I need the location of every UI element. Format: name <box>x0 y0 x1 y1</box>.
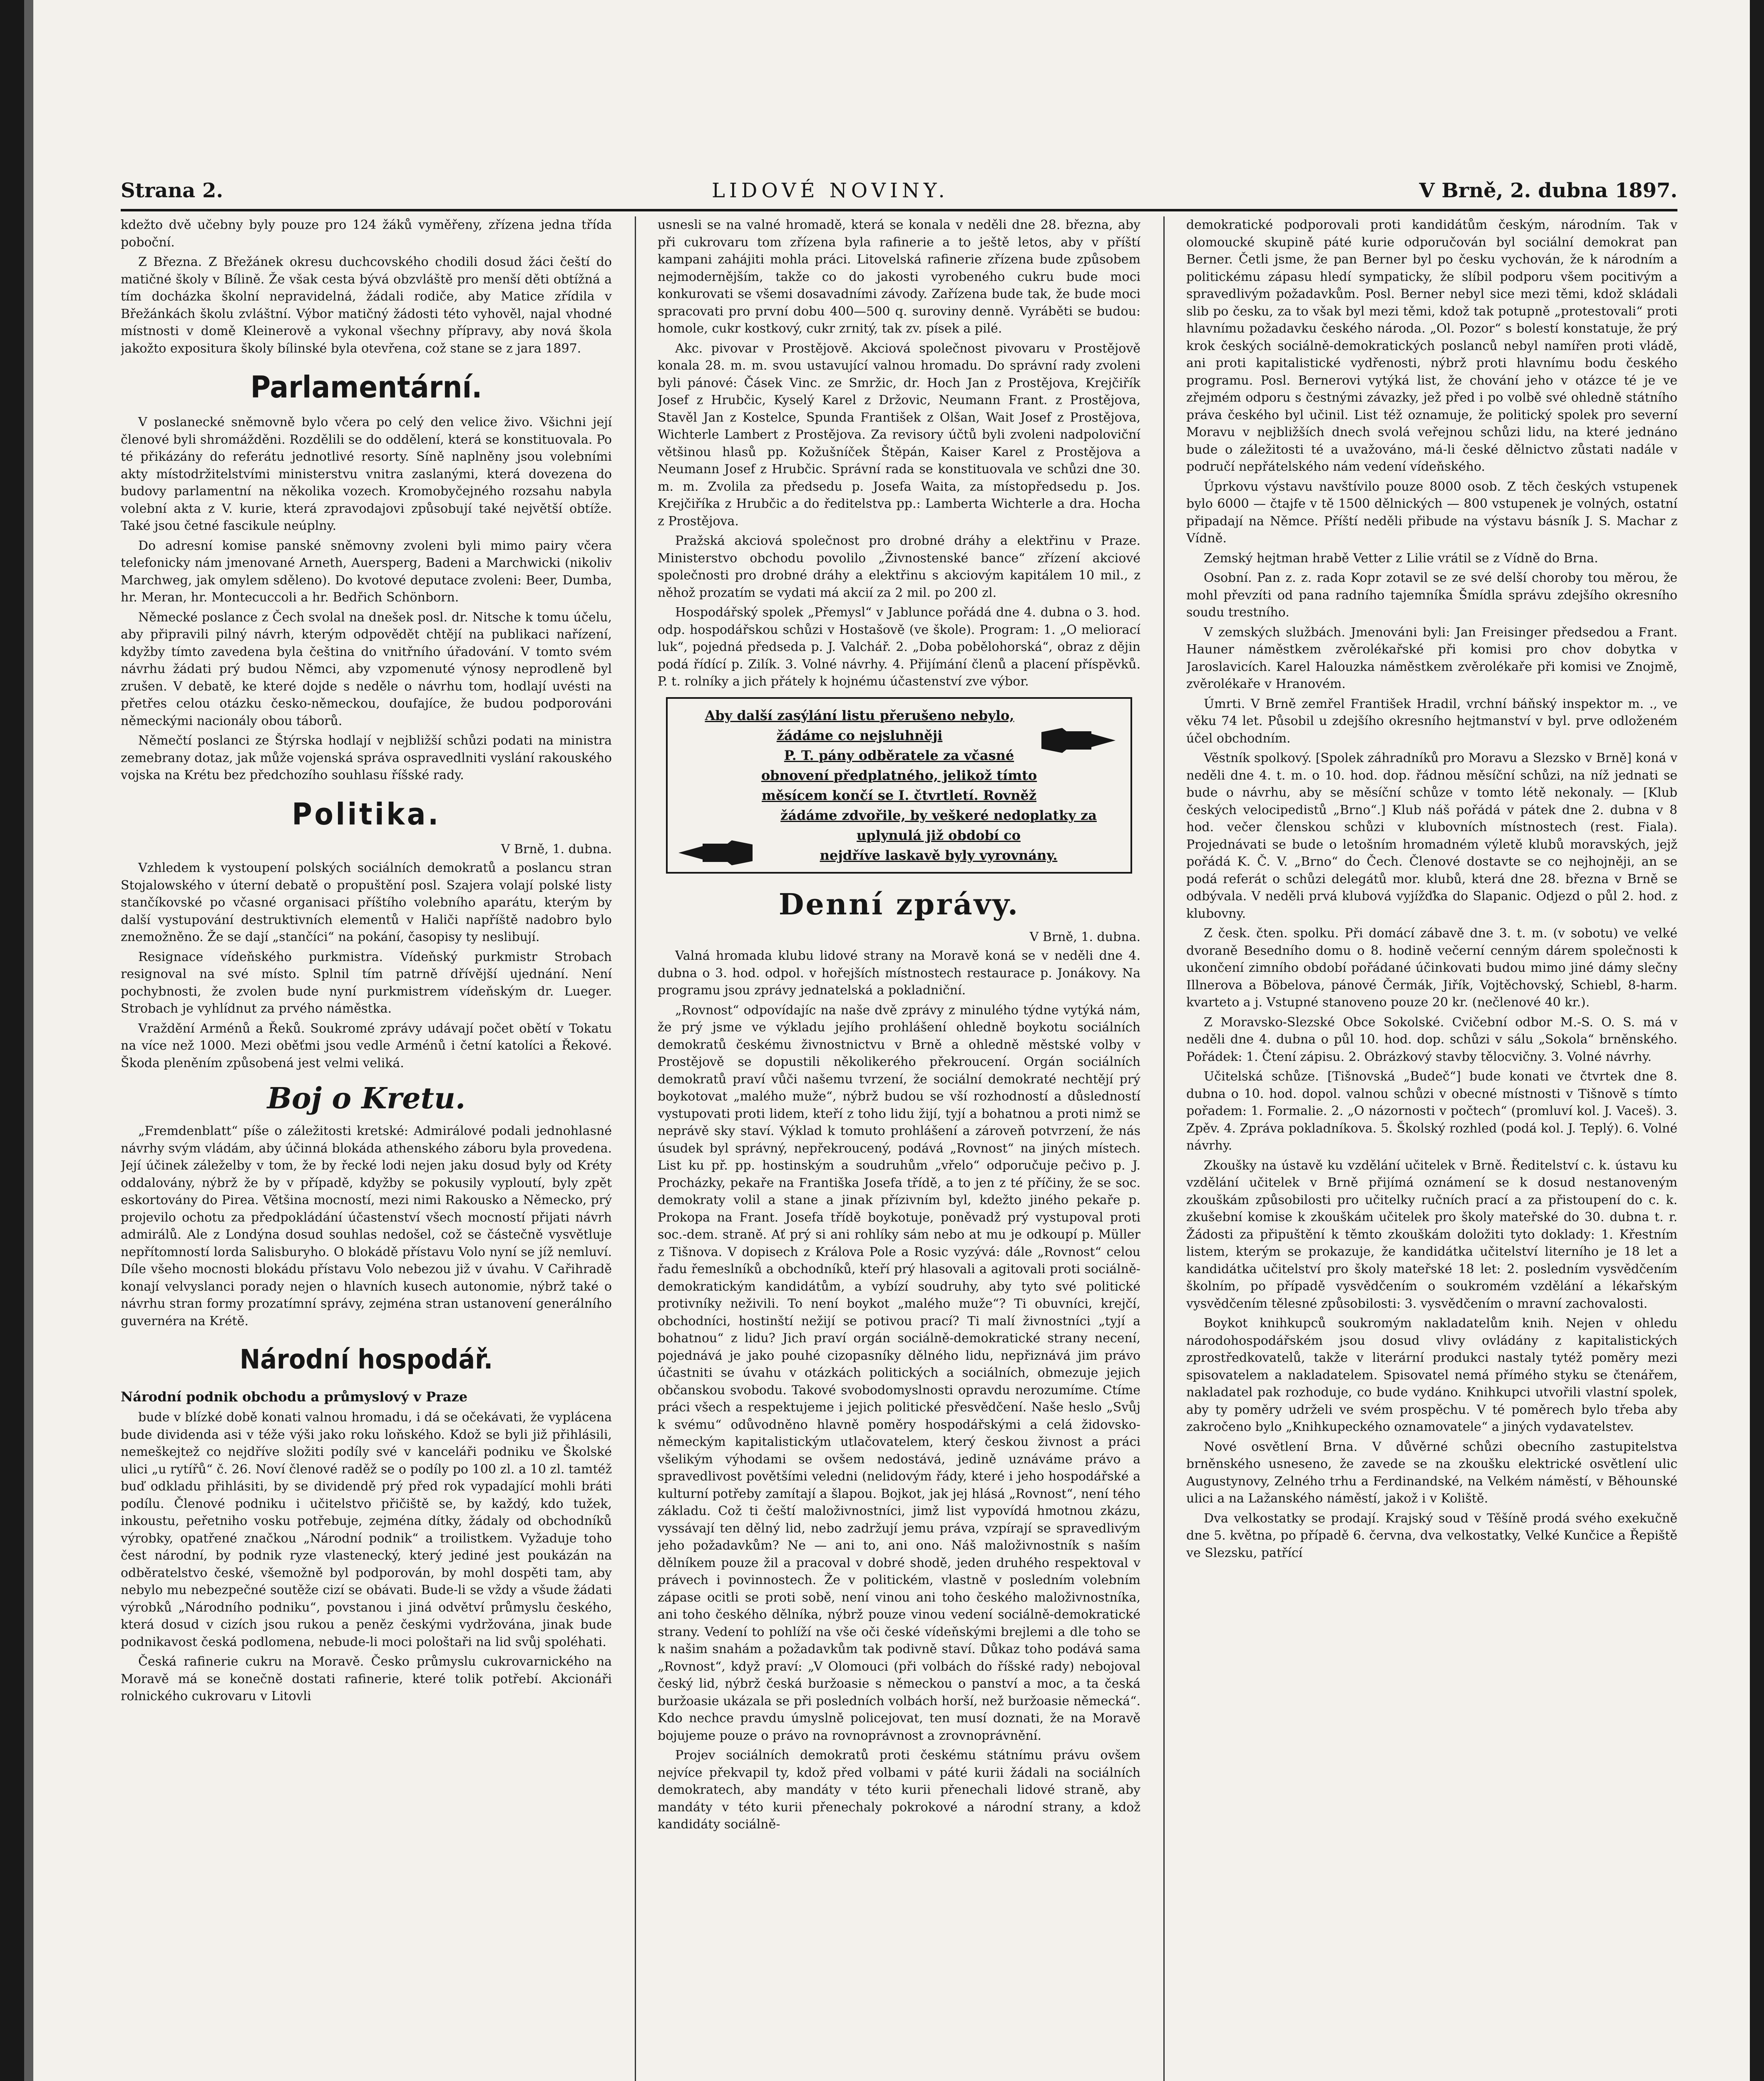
article-paragraph: Akc. pivovar v Prostějově. Akciová společnost pivovaru v Prostějově konala 28. m. m. svou ustavující valnou hromadu. Do správní rady zvoleni byli pánové: Čásek Vinc. ze Smržic, dr. Hoch Jan z Prostějova, Krejčiřík Josef z Hrubčic, Kyselý Karel z Držovic, Neumann Frant. z Prostějova, Stavěl Jan z Kostelce, Spunda František z Olšan, Wait Josef z Prostějova, Wichterle Lambert z Prostějova. Za revisory účtů byli zvoleni nadpoloviční většinou hlasů pp. Kožušníček Štěpán, Kaiser Karel z Prostějova a Neumann Josef z Hrubčic. Správní rada se konstituovala ve schůzi dne 30. m. m. Zvolila za předsedu p. Josefa Waita, za místopředsedu p. Jos. Krejčiříka z Hrubčic a do ředitelstva pp.: Lamberta Wichterle a dra. Hocha z Prostějova. <box>658 341 1140 529</box>
article-paragraph: Učitelská schůze. [Tišnovská „Budeč“] bude konati ve čtvrtek dne 8. dubna o 10. hod. dopol. valnou schůzi v obecné místnosti v Tišnově s tímto pořadem: 1. Formalie. 2. „O názornosti v počtech“ (promluví kol. J. Vaceš). 3. Zpěv. 4. Zpráva pokladníkova. 5. Školský rozhled (podá kol. J. Teplý). 6. Volné návrhy. <box>1186 1069 1677 1153</box>
article-paragraph: Vraždění Arménů a Řeků. Soukromé zprávy udávají počet obětí v Tokatu na více než 1000. Mezi oběťmi jsou vedle Arménů i četní katolíci a Řekové. Škoda pleněním způsobená jest velmi veliká. <box>121 1021 612 1070</box>
newspaper-title: LIDOVÉ NOVINY. <box>712 179 949 202</box>
article-subheading: Národní podnik obchodu a průmyslový v Praze <box>121 1389 468 1405</box>
article-paragraph: Úprkovu výstavu navštívilo pouze 8000 osob. Z těch českých vstupenek bylo 6000 — čtajfe v tě 1500 dělnických — 800 vstupenek je volných, ostatní připadají na Němce. Příští neděli přibude na výstavu básník J. S. Machar z Vídně. <box>1186 479 1677 546</box>
section-heading-narodni-hospodar: Národní hospodář. <box>239 1344 493 1375</box>
page-number: Strana 2. <box>121 179 224 202</box>
article-paragraph: bude v blízké době konati valnou hromadu, i dá se očekávati, že vyplácena bude dividenda asi v téže výši jako roku loňského. Kdož se byli již přihlásili, nemeškejtež co nejdříve složiti podíly své v kanceláři podniku ve Školské ulici „u rytířů“ č. 26. Noví členové raděž se o podíly po 100 zl. a 10 zl. tamtéž buď odkladu přihlásiti, by se dividendě prý před rok vypadající mohli bráti podílu. Členové podniku i učitelstvo přičiště se, by každý, kdo tužek, inkoustu, peřetniho vosku potřebuje, zejména dítky, žádaly od obchodníků výrobky, opatřené značkou „Národní podnik“ a troilistkem. Vyžaduje toho čest národní, by podnik ryze vlastenecký, který jediné jest poukázán na odběratelstvo české, všemožně byl podporován, by mohl dospěti tam, aby nebylo mu nebezpečné soutěže cizí se obávati. Bude-li se vždy a všude žádati výrobků „Národního podniku“, povstanou i jiná odvětví průmyslu českého, která dosud v cizích jsou rukou a peněz českými vydržována, jinak bude podnikavost česká podlomena, nebude-li moci pološtaři na lid svůj spoléhati. <box>121 1410 612 1649</box>
binding-shadow <box>24 0 33 2081</box>
header-rule <box>121 209 1677 211</box>
article-paragraph: Resignace vídeňského purkmistra. Vídeňský purkmistr Strobach resignoval na své místo. Splnil tím patrně dřívější ujednání. Není pochybnosti, že zvolen bude nyní purkmistrem vídeňským dr. Lueger. Strobach je vyhlídnut za prvého náměstka. <box>121 949 612 1016</box>
article-paragraph: Nové osvětlení Brna. V důvěrné schůzi obecního zastupitelstva brněnského usneseno, že zavede se na zkoušku elektrické osvětlení ulic Augustynovy, Zelného trhu a Ferdinandské, na Velkém náměstí, v Běhounské ulici a na Lažanského náměstí, jakož i v Koliště. <box>1186 1439 1677 1506</box>
article-paragraph: Česká rafinerie cukru na Moravě. Česko průmyslu cukrovarnického na Moravě má se konečně dostati rafinerie, které tolik potřebí. Akcionáři rolnického cukrovaru v Litovli <box>121 1654 612 1704</box>
section-dateline: V Brně, 1. dubna. <box>501 842 612 857</box>
article-paragraph: Zemský hejtman hrabě Vetter z Lilie vrátil se z Vídně do Brna. <box>1204 551 1598 566</box>
running-header <box>121 179 1677 208</box>
article-paragraph: Boykot knihkupců soukromým nakladatelům knih. Nejen v ohledu národohospodářském jsou dosud vlivy ovládány z kapitalistických zprostředkovatelů, takže v literární produkci nastaly tytéž poměry mezi spisovatelem a nakladatelem. Spisovatel nemá přímého styku se čtenářem, nakladatel pak rozhoduje, co bude vydáno. Knihkupci utvořili vlastní spolek, aby ty poměry udrželi ve svém prospěchu. V té poměrech bylo třeba aby zakročeno bylo „Knihkupeckého oznamovatele“ a jiných vydavatelstev. <box>1186 1316 1677 1434</box>
newspaper-page <box>121 121 1677 2081</box>
section-dateline: V Brně, 1. dubna. <box>1029 929 1140 944</box>
notice-line: nejdříve laskavě byly vyrovnány. <box>820 847 1058 863</box>
column-divider <box>1163 216 1165 2081</box>
article-paragraph: Vzhledem k vystoupení polských sociálních demokratů a poslancu stran Stojalowského v úterní debatě o propuštění posl. Szajera volají polské listy stančíkovské po včasné organisaci příštího volebního aparátu, kterým by další vystupování destruktivních elementů v Haliči napříště nadobro bylo znemožněno. Že se dají „stančíci“ na pokání, časopisy ty neslibují. <box>121 861 612 944</box>
notice-line: Aby další zasýlání listu přerušeno nebylo, žádáme co nejsluhněji <box>705 707 1014 743</box>
notice-line: žádáme zdvořile, by veškeré nedoplatky za uplynulá již období co <box>780 807 1097 843</box>
article-paragraph: usnesli se na valné hromadě, která se konala v neděli dne 28. března, aby při cukrovaru tom zřízena byla rafinerie a to ještě letos, aby v příští kampani zahájiti mohla práci. Litovelská rafinerie zřízena bude způsobem nejmodernějším, takže co do jakosti vyrobeného cukru bude moci konkurovati se všemi dosavadními závody. Zařízena bude tak, že bude moci spracovati pro první dobu 400—500 q. suroviny denně. Vyráběti se budou: homole, cukr kostkový, cukr zrnitý, tak zv. písek a pilé. <box>658 218 1140 336</box>
pointing-hand-icon <box>678 840 753 865</box>
article-paragraph: Němečtí poslanci ze Štýrska hodlají v nejbližší schůzi podati na ministra zemebrany dotaz, jak může vojenská správa ospravedlniti vyslání rakouského vojska na Krétu bez předchozího souhlasu říšské rady. <box>121 733 612 782</box>
article-paragraph: kdežto dvě učebny byly pouze pro 124 žáků vyměřeny, zřízena jedna třída poboční. <box>121 218 612 250</box>
article-paragraph: Do adresní komise panské sněmovny zvoleni byli mimo pairy včera telefonicky nám jmenované Arneth, Auersperg, Badeni a Marchwicki (nikoliv Marchweg, jak omylem sděleno). Do kvotové deputace zvoleni: Beer, Dumba, hr. Meran, hr. Montecuccoli a hr. Bedřich Schönborn. <box>121 538 612 605</box>
section-heading-politika: Politika. <box>292 796 441 832</box>
article-paragraph: demokratické podporovali proti kandidátům českým, národním. Tak v olomoucké skupině páté kurie odporučován byl sociální demokrat pan Berner. Četli jsme, že pan Berner byl po česku vychován, že k národním a politickému zápasu hledí sympaticky, že slíbil podporu všem pocitivým a spravedlivým požadavkům. Posl. Berner nebyl sice mezi těmi, kdož skládali slib po česku, za to však byl mezi těmi, kdož tak potupně „protestovali“ proti hlavnímu požadavku českého národa. „Ol. Pozor“ s bolestí konstatuje, že prý krok českých sociálně-demokratických poslanců nebyl namířen proti vládě, ani proti kapitalistické vydřenosti, nýbrž proti hlavnímu bodu českého programu. Posl. Bernerovi vytýká list, že chování jeho v otázce té je ve zřejmém odporu s čestnými závazky, jež před i po volbě své ohledně státního práva českého byl učinil. List též oznamuje, že politický spolek pro severní Moravu v nejbližších dnech svolá veřejnou schůzi lidu, na které jednáno bude o záležitosti té a uvažováno, má-li české dělnictvo zůstati nadále v područí nepřátelského nám vedení vídeňského. <box>1186 218 1677 474</box>
binding-spine <box>0 0 24 2081</box>
article-paragraph: Z Března. Z Břežánek okresu duchcovského chodili dosud žáci čeští do matičné školy v Bílině. Že však cesta bývá obzvláště pro menší děti obtížná a tím docházka školní nepravidelná, žádali rodiče, aby Matice zřídila v Břežánkách školu zvláštní. Výbor matičný žádosti této vyhověl, najal vhodné místnosti v domě Kleinerově a vykonal všechny přípravy, aby nová škola jakožto expositura školy bílinské byla otevřena, což stane se z jara 1897. <box>121 255 612 356</box>
article-paragraph: V zemských službách. Jmenováni byli: Jan Freisinger předsedou a Frant. Hauner náměstkem zvěrolékařské při komisi pro chov dobytka v Jaroslavicích. Karel Halouzka náměstkem zvěrolékaře při komisi ve Znojmě, zvěrolékaře v Hranovém. <box>1186 625 1677 691</box>
pointing-hand-icon <box>1041 728 1116 753</box>
notice-line: měsícem končí se I. čtvrtletí. Rovněž <box>761 787 1037 803</box>
column-3 <box>1186 216 1677 2081</box>
article-paragraph: Úmrti. V Brně zemřel František Hradil, vrchní báňský inspektor m. ., ve věku 74 let. Působil u zdejšího okresního hejtmanství v byl. prve odloženém účel obchodním. <box>1186 696 1677 746</box>
article-paragraph: V poslanecké sněmovně bylo včera po celý den velice živo. Všichni její členové byli shromážděni. Rozdělili se do oddělení, která se konstituovala. Po té přikázány do referátu jednotlivé resorty. Síně naplněny jsou volebními akty místodržitelstvími ministerstvu vnitra zaslanými, která dovezena do budovy parlamentní na několika vozech. Kromobyčejného rozsahu nabyla volební akta z V. kurie, která zpravodajovi způsobují také největší obtíže. Také jsou četné fascikule neúplny. <box>121 415 612 533</box>
article-paragraph: Věstník spolkový. [Spolek záhradníků pro Moravu a Slezsko v Brně] koná v neděli dne 4. t. m. o 10. hod. dop. řádnou měsíční schůzi, na níž jednati se bude o návrhu, aby se měsíční schůze v tomto létě nekonaly. — [Klub českých velocipedistů „Brno“.] Klub náš pořádá v pátek dne 2. dubna v 8 hod. večer členskou schůzi v klubovních místnostech (rest. Fiala). Projednávati se bude o letošním hromadném výletě klubů moravských, jejž pořádá K. Č. V. „Brno“ do Čech. Členové dostavte se co nejhojněji, an se podá referát o schůzi delegátů mor. klubů, která dne 28. března v Brně se odbývala. V neděli prvá klubová vyjížďka do Slapanic. Odjezd o půl 2. hod. z klubovny. <box>1186 751 1677 921</box>
article-paragraph: „Fremdenblatt“ píše o záležitosti kretské: Admirálové podali jednohlasné návrhy svým vládám, aby účinná blokáda athenského záboru byla provedena. Její účinek záleželby v tom, že by řecké lodi nejen jaku dosud byly od Kréty oddalovány, nýbrž že by v případě, kdyžby se pokusily vyploutí, byly zpět eskortovány do Pirea. Většina mocností, mezi nimi Rakousko a Německo, prý projevilo ochotu za předpokládání účastenství všech mocností přijati návrh admirálů. Ale z Londýna dosud souhlas nedošel, což se částečně vysvětluje nepřítomností lorda Salisburyho. O blokádě přístavu Volo nyní se jíž nemluví. Díle všeho mocnosti blokádu přístavu Volo nebezou již v úvahu. V Cařihradě konají velvyslanci porady nejen o hlavních kusech autonomie, nýbrž také o návrhu stran formy prozatímní správy, zejména stran ustanovení generálního guvernéra na Krétě. <box>121 1124 612 1329</box>
article-paragraph: Valná hromada klubu lidové strany na Moravě koná se v neděli dne 4. dubna o 3. hod. odpol. v hořejších místnostech restaurace p. Jonákovy. Na programu jsou zprávy jednatelská a pokladniční. <box>658 949 1140 998</box>
article-paragraph: Z Moravsko-Slezské Obce Sokolské. Cvičební odbor M.-S. O. S. má v neděli dne 4. dubna o půl 10. hod. dop. schůzi v sálu „Sokola“ brněnského. Pořádek: 1. Čtení zápisu. 2. Obrázkový stavby tělocvičny. 3. Volné návrhy. <box>1186 1015 1677 1064</box>
page-edge <box>1750 0 1764 2081</box>
article-paragraph: Hospodářský spolek „Přemysl“ v Jablunce pořádá dne 4. dubna o 3. hod. odp. hospodářskou schůzi v Hostašově (ve škole). Program: 1. „O meliorací luk“, pojedná předseda p. J. Valchář. 2. „Doba pobělohorská“, obraz z dějin podá řídící p. Zilík. 3. Volné návrhy. 4. Přijímání členů a placení příspěvků. P. t. rolníky a jich přátely k hojnému účastenství zve výbor. <box>658 605 1140 689</box>
issue-date: V Brně, 2. dubna 1897. <box>1419 179 1677 202</box>
column-divider <box>635 216 636 2081</box>
subscription-notice <box>666 697 1132 874</box>
section-heading-denni-zpravy: Denní zprávy. <box>778 887 1020 921</box>
article-paragraph: Z česk. čten. spolku. Při domácí zábavě dne 3. t. m. (v sobotu) ve velké dvoraně Besedního domu o 8. hodině večerní cenným dárem společnosti k ukončení zimního období pořádané účinkovati budou mimo jiné dámy slečny Illnerova a Böbelova, pánové Čermák, Jiřík, Vojtěchovský, Schiebl, 8-harm. kvarteto a j. Vstupné stanoveno pouze 20 kr. (nečlenové 40 kr.). <box>1186 926 1677 1010</box>
notice-line: obnovení předplatného, jelikož tímto <box>761 767 1037 783</box>
article-paragraph: Pražská akciová společnost pro drobné dráhy a elektřinu v Praze. Ministerstvo obchodu povolilo „Živnostenské bance“ zřízení akciové společnosti pro drobné dráhy a elektřinu s akciovým kapitálem 10 mil., z něhož prozatím se vydati má akcií za 2 mil. po 200 zl. <box>658 534 1140 600</box>
notice-line: P. T. pány odběratele za včasné <box>784 747 1014 763</box>
column-2 <box>658 216 1140 2081</box>
column-1 <box>121 216 612 2081</box>
article-paragraph: Projev sociálních demokratů proti českému státnímu právu ovšem nejvíce překvapil ty, kdož před volbami v páté kurii žádali na sociálních demokratech, aby mandáty v této kurii přenechali lidové straně, aby mandáty v této kurii přenechaly pokrokové a národní strany, a kdož kandidáty sociálně- <box>658 1748 1140 1832</box>
section-heading-kreta: Boj o Kretu. <box>267 1081 466 1115</box>
section-heading-parlamentarni: Parlamentární. <box>250 370 482 405</box>
article-paragraph: Dva velkostatky se prodají. Krajský soud v Těšíně prodá svého exekučně dne 5. května, po případě 6. června, dva velkostatky, Velké Kunčice a Řepiště ve Slezsku, patřící <box>1186 1511 1677 1560</box>
article-paragraph: Zkoušky na ústavě ku vzdělání učitelek v Brně. Ředitelství c. k. ústavu ku vzdělání učitelek v Brně přijímá oznámení se k dosud nestanoveným zkouškám způsobilosti pro učitelky ručních prací a za přistoupení do c. k. zkušební komise k zkouškám učitelek pro školy mateřské do 30. dubna t. r. Žádosti za připuštění k těmto zkouškám doložiti tyto doklady: 1. Křestním listem, kterým se prokazuje, že kandidátka učitelství literního je 18 let a kandidátka učitelství pro školy mateřské 18 let: 2. posledním vysvědčením školním, po případě vysvědčením o soukromém vzdělání a lékařským vysvědčením tělesné způsobilosti: 3. vysvědčením o mravní zachovalosti. <box>1186 1158 1677 1311</box>
article-paragraph: Německé poslance z Čech svolal na dnešek posl. dr. Nitsche k tomu účelu, aby připravili pilný návrh, kterým odpovědět chtějí na publikaci nařízení, kdyžby tímto zavedena byla čeština do vnitřního úřadování. V tomto svém návrhu žádati prý budou Němci, aby vzpomenuté výnosy neprodleně byl zrušen. V debatě, ke které dojde s neděle o návrhu tom, hodlají uvésti na přetřes celou otázku česko-německou, doufajíce, že budou podporováni německými nacionály obou táborů. <box>121 610 612 728</box>
article-paragraph: Osobní. Pan z. z. rada Kopr zotavil se ze své delší choroby tou měrou, že mohl převzíti od pana radního tajemníka Šmídla správu zdejšího okresního soudu trestního. <box>1186 571 1677 620</box>
article-paragraph: „Rovnost“ odpovídajíc na naše dvě zprávy z minulého týdne vytýká nám, že prý jsme ve výkladu jejího prohlášení ohledně boykotu sociálních demokratů českému živnostnictvu v Brně a ohledně městské volby v Prostějově se dopustili několikerého překroucení. Orgán sociálních demokratů praví vůči našemu tvrzení, že sociální demokraté nechtějí prý boykotovat „malého muže“, nýbrž budou se vší rozhodností a důsledností vystupovati proti lidem, kteří z toho lidu žijí, tyjí a bohatnou a proti nimž se neprávě sky staví. Výklad k tomuto prohlášení a zároveň potvrzení, že nás úsudek byl správný, nepřekroucený, podává „Rovnost“ na jiných místech. List ku př. pp. hostinským a soudruhům „vřelo“ odporučuje pečivo p. J. Procházky, pekaře na Františka Josefa třídě, a to jen z té příčiny, že se soc. demokraty volil a stane a jinak přízivním byl, kdežto jiného pekaře p. Prokopa na Frant. Josefa třídě boykotuje, poněvadž prý vystupoval proti soc.-dem. straně. Ať prý si ani rohlíky sám nebo at mu je odkoupí p. Müller z Tišnova. V dopisech z Králova Pole a Rosic vyzývá: dále „Rovnost“ celou řadu řemeslníků a obchodníků, kteří prý hlasovali a agitovali proti sociálně-demokratickým kandidátům, a vybízí soudruhy, aby tyto své politické protivníky neživili. To není boykot „malého muže“? Ti obuvníci, krejčí, obchodníci, hostinští nežijí se potivou prací? Ti malí živnostníci „tyjí a bohatnou“ z lidu? Jich praví orgán sociálně-demokratické strany necení, pojednává je jako pouhé cizopasníky dělného lidu, nepřiznává jim právo účastniti se úvahu v otázkách politických a sociálních, obmezuje jejich občanskou svobodu. Takové svobodomyslnosti opravdu nerozumíme. Ctíme práci všech a respektujeme i jejich politické přesvědčení. Naše heslo „Svůj k svému“ odůvodněno hlavně poměry hospodářskými a celá židovsko-německým kapitalistickým utlačovatelem, který českou živnost a práci všelikým výhodami se ovšem nedostává, jedině uznáváme právo a spravedlivost povětšími veledni (nelidovým řády, které i jeho hospodářské a kulturní potřeby zamítají a šlapou. Bojkot, jak jej hlásá „Rovnost“, není tého základu. Což ti čeští maloživnostníci, jimž list vypovídá hmotnou zkázu, vyssávají ten dělný lid, nebo zadržují jemu práva, vzpírají se spravedlivým jeho požadavkům? Ne — ani to, ani ono. Náš maloživnostník s naším dělníkem pouze žil a pracoval v dobré shodě, jeden druhého respektoval v právech i povinnostech. Že v politickém, vlastně v posledním volebním zápase ocitli se proti sobě, není vinou ani toho českého maloživnostníka, ani toho českého dělníka, nýbrž pouze vinou vedení sociálně-demokratické strany. Vedení to pohlíží na vše oči české vídeňskými brejlemi a dle toho se k našim snahám a požadavkům tak podivně staví. Důkaz toho podává sama „Rovnost“, když praví: „V Olomouci (při volbách do říšské rady) nebojoval český lid, nýbrž česká buržoasie s německou o panství a moc, a ta česká buržoasie ukázala se při posledních volbách horší, než buržoasie německá“. Kdo nechce pravdu úmyslně policejovat, ten musí doznati, že na Moravě bojujeme pouze o právo na rovnoprávnost a zrovnoprávnění. <box>658 1003 1140 1743</box>
